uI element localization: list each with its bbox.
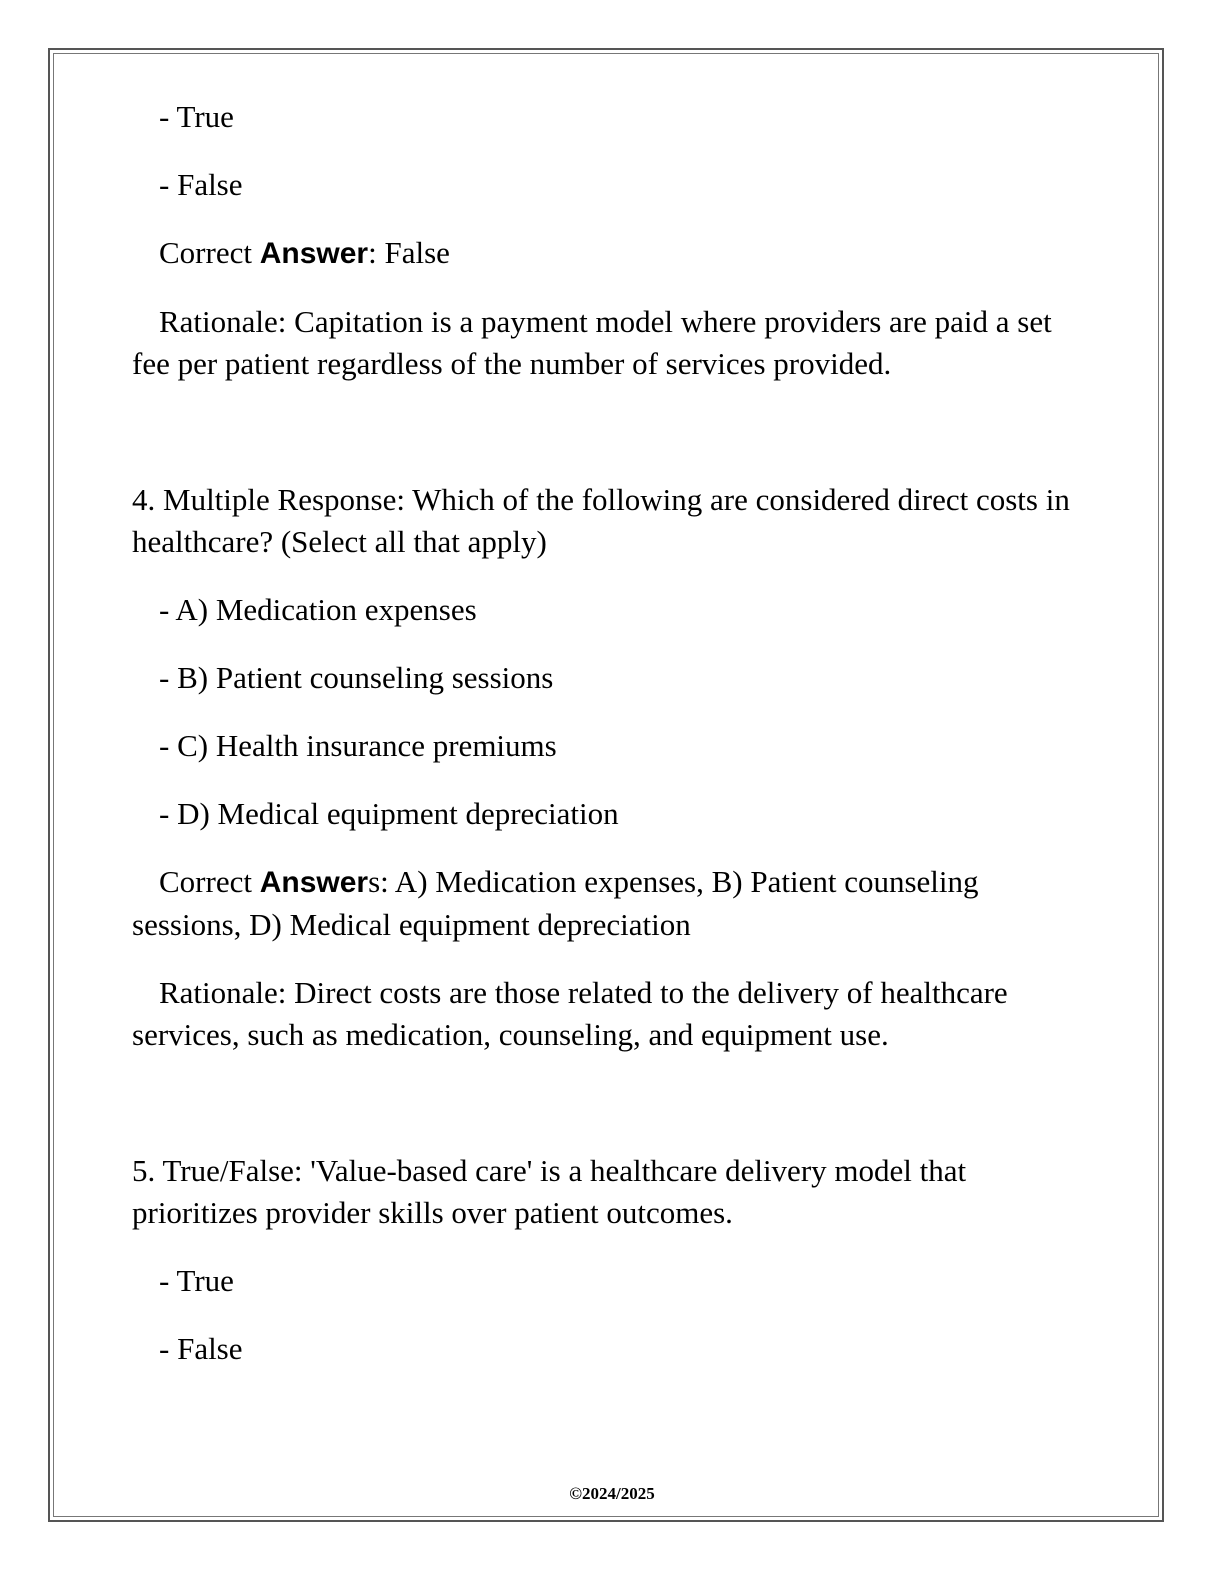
spacer [132,1082,1092,1150]
q4-option-d: - D) Medical equipment depreciation [159,796,619,831]
q4-option-c: - C) Health insurance premiums [159,728,557,763]
q3-answer-word: Answer [259,237,369,270]
q4-correct-suffix: s: A) Medication expenses, B) Patient counseling sessions, D) Medical equipment depreciation [132,864,979,942]
q3-rationale: Rationale: Capitation is a payment model where providers are paid a set fee per patient regardless of the number of services provided. [132,304,1052,381]
q3-correct-prefix: Correct [159,235,260,270]
page-footer-copyright: ©2024/2025 [569,1484,655,1503]
q5-option-false: - False [159,1331,243,1366]
q4-correct-prefix: Correct [159,864,260,899]
q4-correct-answers [132,861,1092,946]
spacer [132,411,1092,479]
q4-option-b: - B) Patient counseling sessions [159,660,554,695]
q3-option-false: - False [159,167,243,202]
q5-option-true: - True [159,1263,234,1298]
q4-option-a: - A) Medication expenses [159,592,477,627]
q3-option-true: - True [159,99,234,134]
q5-question: 5. True/False: 'Value-based care' is a healthcare delivery model that prioritizes provider skills over patient outcomes. [132,1153,967,1230]
q3-correct-answer [132,232,1092,275]
q4-rationale: Rationale: Direct costs are those related to the delivery of healthcare services, such as medication, counseling, and equipment use. [132,975,1008,1052]
q4-question: 4. Multiple Response: Which of the following are considered direct costs in healthcare? (Select all that apply) [132,482,1070,559]
q4-answer-word: Answer [259,866,369,899]
q3-correct-suffix: : False [368,235,450,270]
document-body [132,96,1092,1396]
